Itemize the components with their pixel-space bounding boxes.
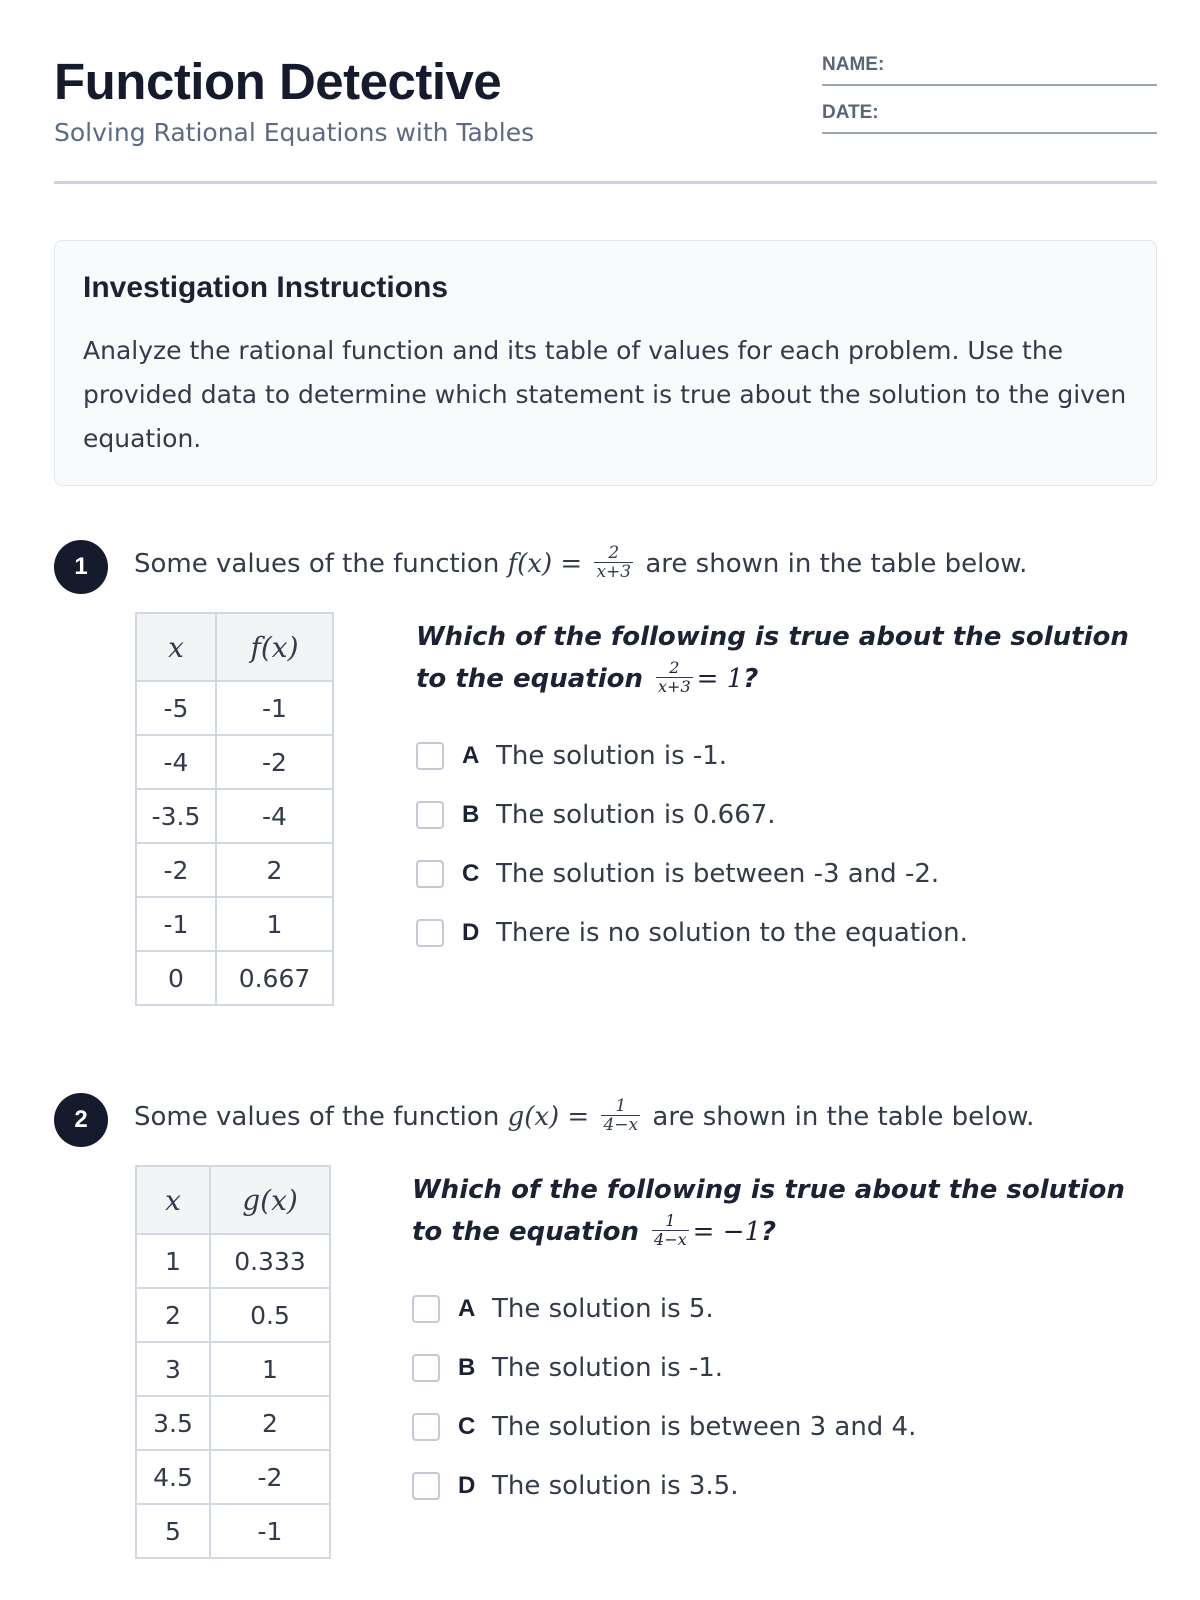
cell-gx: 0.333: [210, 1234, 330, 1288]
problem-stem: [134, 1096, 1035, 1136]
instructions-box: [54, 240, 1157, 486]
question-prefix: Which of the following is true about the solution to the equation: [412, 1175, 1125, 1247]
date-field[interactable]: [822, 102, 1157, 134]
instructions-body: Analyze the rational function and its table of values for each problem. Use the provided data to determine which statement is true about the solution to the given equation.: [83, 336, 1127, 453]
fraction-numerator: 1: [601, 1097, 640, 1116]
table-row: [136, 951, 333, 1005]
fraction-numerator: 2: [656, 659, 693, 678]
choice-b[interactable]: [416, 785, 968, 844]
cell-x: 1: [136, 1234, 210, 1288]
values-table: [135, 612, 334, 1006]
choice-letter: B: [462, 800, 480, 828]
choice-letter: C: [462, 859, 480, 887]
cell-x: 3.5: [136, 1396, 210, 1450]
checkbox[interactable]: [412, 1413, 440, 1441]
choice-text: The solution is between 3 and 4.: [492, 1411, 917, 1442]
fraction-denominator: x+3: [596, 562, 632, 582]
table-header-row: [136, 613, 333, 681]
choice-a[interactable]: [412, 1279, 916, 1338]
checkbox[interactable]: [416, 860, 444, 888]
worksheet-page: [54, 0, 1157, 1600]
table-row: [136, 843, 333, 897]
choice-letter: B: [458, 1353, 476, 1381]
question-text: [416, 616, 1146, 700]
checkbox[interactable]: [412, 1354, 440, 1382]
stem-prefix: Some values of the function: [134, 549, 508, 579]
choice-c[interactable]: [416, 844, 968, 903]
cell-x: -5: [136, 681, 216, 735]
choice-letter: D: [462, 918, 480, 946]
answer-choices: [412, 1279, 916, 1515]
choice-text: The solution is 0.667.: [496, 799, 776, 830]
choice-text: The solution is -1.: [492, 1352, 724, 1383]
question-suffix: ?: [761, 1217, 777, 1247]
cell-fx: 2: [216, 843, 333, 897]
choice-d[interactable]: [412, 1456, 916, 1515]
cell-x: 2: [136, 1288, 210, 1342]
table-row: [136, 735, 333, 789]
cell-gx: -2: [210, 1450, 330, 1504]
cell-x: 3: [136, 1342, 210, 1396]
table-row: [136, 1396, 330, 1450]
cell-x: 5: [136, 1504, 210, 1558]
fraction-denominator: 4−x: [603, 1115, 639, 1135]
function-name: g(x) =: [507, 1102, 590, 1132]
choice-c[interactable]: [412, 1397, 916, 1456]
table-row: [136, 1342, 330, 1396]
checkbox[interactable]: [416, 919, 444, 947]
checkbox[interactable]: [412, 1295, 440, 1323]
fraction-denominator: 4−x: [654, 1230, 687, 1249]
column-header-x: x: [136, 1166, 210, 1234]
table-row: [136, 1504, 330, 1558]
fraction-denominator: x+3: [658, 677, 691, 696]
choice-text: The solution is 3.5.: [492, 1470, 739, 1501]
problem-stem: [134, 543, 1028, 583]
instructions-heading: Investigation Instructions: [83, 271, 449, 304]
cell-gx: 2: [210, 1396, 330, 1450]
cell-fx: -1: [216, 681, 333, 735]
table-row: [136, 1450, 330, 1504]
checkbox[interactable]: [416, 801, 444, 829]
function-fraction: [601, 1097, 640, 1134]
date-label: DATE:: [822, 102, 1157, 134]
choice-letter: A: [458, 1294, 476, 1322]
header-divider: [54, 181, 1157, 184]
table-row: [136, 897, 333, 951]
checkbox[interactable]: [412, 1472, 440, 1500]
choice-text: The solution is -1.: [496, 740, 728, 771]
choice-d[interactable]: [416, 903, 968, 962]
column-header-fx: f(x): [216, 613, 333, 681]
equation-rhs: = −1: [692, 1217, 762, 1247]
choice-text: There is no solution to the equation.: [496, 917, 968, 948]
choice-letter: C: [458, 1412, 476, 1440]
cell-x: -4: [136, 735, 216, 789]
name-field[interactable]: [822, 54, 1157, 86]
cell-gx: 1: [210, 1342, 330, 1396]
problem-number-badge: 1: [54, 540, 108, 594]
fraction-numerator: 2: [594, 544, 633, 563]
worksheet-subtitle: Solving Rational Equations with Tables: [54, 118, 535, 147]
table-row: [136, 1288, 330, 1342]
values-table: [135, 1165, 331, 1559]
name-label: NAME:: [822, 54, 1157, 86]
choice-text: The solution is 5.: [492, 1293, 714, 1324]
equation-rhs: = 1: [696, 664, 744, 694]
worksheet-title: Function Detective: [54, 53, 502, 110]
checkbox[interactable]: [416, 742, 444, 770]
cell-x: -3.5: [136, 789, 216, 843]
choice-letter: A: [462, 741, 480, 769]
cell-fx: 1: [216, 897, 333, 951]
question-text: [412, 1169, 1142, 1253]
answer-choices: [416, 726, 968, 962]
question-suffix: ?: [743, 664, 759, 694]
choice-b[interactable]: [412, 1338, 916, 1397]
function-fraction: [594, 544, 633, 581]
stem-suffix: are shown in the table below.: [645, 549, 1028, 579]
choice-a[interactable]: [416, 726, 968, 785]
function-name: f(x) =: [507, 549, 583, 579]
choice-text: The solution is between -3 and -2.: [496, 858, 940, 889]
cell-x: -2: [136, 843, 216, 897]
stem-prefix: Some values of the function: [134, 1102, 508, 1132]
cell-fx: -2: [216, 735, 333, 789]
equation-fraction: [656, 659, 693, 696]
equation-fraction: [652, 1212, 689, 1249]
problem-number-badge: 2: [54, 1093, 108, 1147]
cell-gx: 0.5: [210, 1288, 330, 1342]
cell-x: -1: [136, 897, 216, 951]
stem-suffix: are shown in the table below.: [652, 1102, 1035, 1132]
table-row: [136, 1234, 330, 1288]
column-header-gx: g(x): [210, 1166, 330, 1234]
question-prefix: Which of the following is true about the solution to the equation: [416, 622, 1129, 694]
cell-fx: 0.667: [216, 951, 333, 1005]
choice-letter: D: [458, 1471, 476, 1499]
cell-fx: -4: [216, 789, 333, 843]
fraction-numerator: 1: [652, 1212, 689, 1231]
table-header-row: [136, 1166, 330, 1234]
table-row: [136, 681, 333, 735]
table-row: [136, 789, 333, 843]
cell-x: 4.5: [136, 1450, 210, 1504]
cell-gx: -1: [210, 1504, 330, 1558]
column-header-x: x: [136, 613, 216, 681]
cell-x: 0: [136, 951, 216, 1005]
